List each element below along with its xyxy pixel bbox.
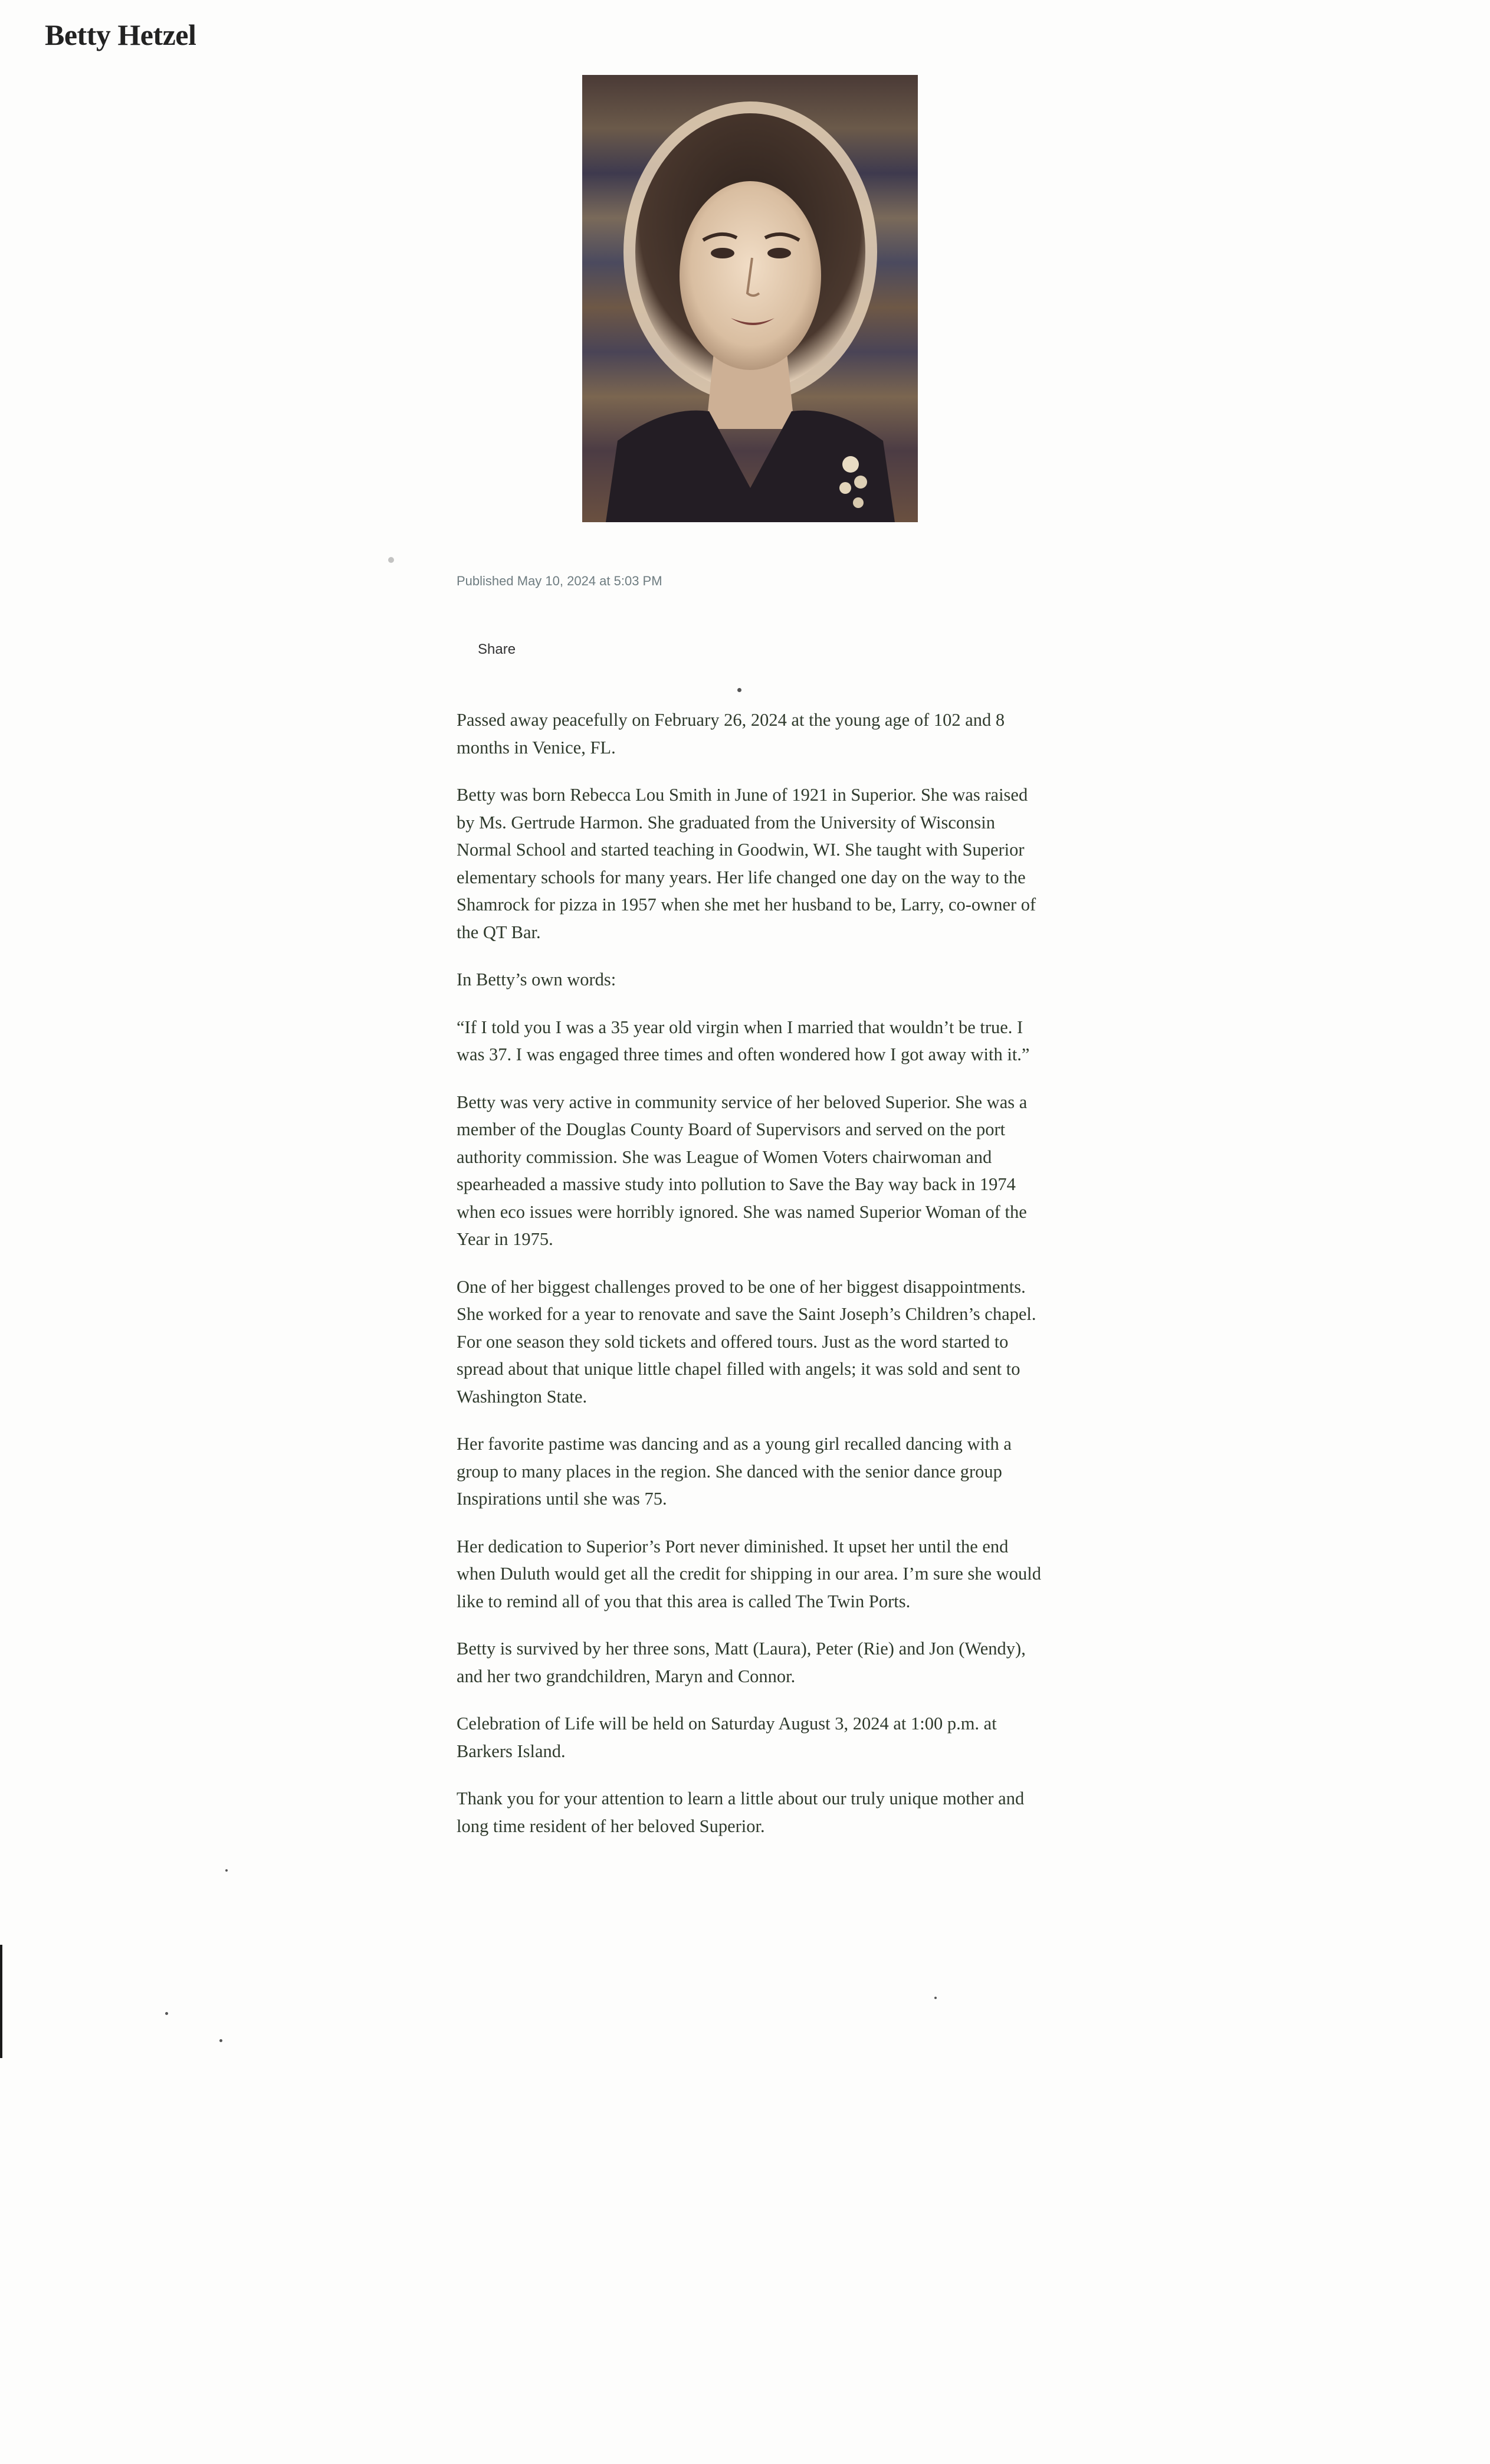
obituary-article	[457, 706, 1042, 1860]
scan-speck	[934, 1997, 937, 1999]
scan-speck	[165, 2012, 168, 2015]
paragraph: Her dedication to Superior’s Port never diminished. It upset her until the end when Duluth would get all the credit for shipping in our area. I’m sure she would like to remind all of you that this area is called The Twin Ports.	[457, 1536, 1042, 1611]
paragraph: In Betty’s own words:	[457, 969, 616, 989]
scan-edge-mark	[0, 1945, 2, 2058]
page-title: Betty Hetzel	[45, 18, 196, 51]
paragraph: Betty was born Rebecca Lou Smith in June of 1921 in Superior. She was raised by Ms. Gertrude Harmon. She graduated from the University of Wisconsin Normal School and started teaching in Goodwin, WI. She taught with Superior elementary schools for many years. Her life changed one day on the way to the Shamrock for pizza in 1957 when she met her husband to be, Larry, co-owner of the QT Bar.	[457, 785, 1036, 942]
portrait-photo	[582, 75, 918, 522]
paragraph: One of her biggest challenges proved to be one of her biggest disappointments. She worked for a year to renovate and save the Saint Joseph’s Children’s chapel. For one season they sold tickets and offered tours. Just as the word started to spread about that unique little chapel filled with angels; it was sold and sent to Washington State.	[457, 1276, 1036, 1407]
paragraph: Passed away peacefully on February 26, 2024 at the young age of 102 and 8 months in Venice, FL.	[457, 710, 1005, 758]
scan-speck	[225, 1869, 228, 1872]
paragraph: Betty is survived by her three sons, Matt (Laura), Peter (Rie) and Jon (Wendy), and her two grandchildren, Maryn and Connor.	[457, 1639, 1026, 1686]
scan-speck	[737, 688, 741, 692]
share-button[interactable]: Share	[478, 641, 516, 657]
scan-speck	[219, 2039, 222, 2042]
published-date: Published May 10, 2024 at 5:03 PM	[457, 574, 662, 588]
paragraph: Celebration of Life will be held on Saturday August 3, 2024 at 1:00 p.m. at Barkers Island.	[457, 1713, 997, 1761]
scan-speck	[388, 557, 394, 563]
paragraph: Her favorite pastime was dancing and as a young girl recalled dancing with a group to many places in the region. She danced with the senior dance group Inspirations until she was 75.	[457, 1434, 1012, 1509]
paragraph: “If I told you I was a 35 year old virgin when I married that wouldn’t be true. I was 37. I was engaged three times and often wondered how I got away with it.”	[457, 1017, 1030, 1064]
paragraph: Thank you for your attention to learn a little about our truly unique mother and long time resident of her beloved Superior.	[457, 1788, 1025, 1836]
paragraph: Betty was very active in community service of her beloved Superior. She was a member of the Douglas County Board of Supervisors and served on the port authority commission. She was League of Women Voters chairwoman and spearheaded a massive study into pollution to Save the Bay way back in 1974 when eco issues were horribly ignored. She was named Superior Woman of the Year in 1975.	[457, 1092, 1028, 1249]
